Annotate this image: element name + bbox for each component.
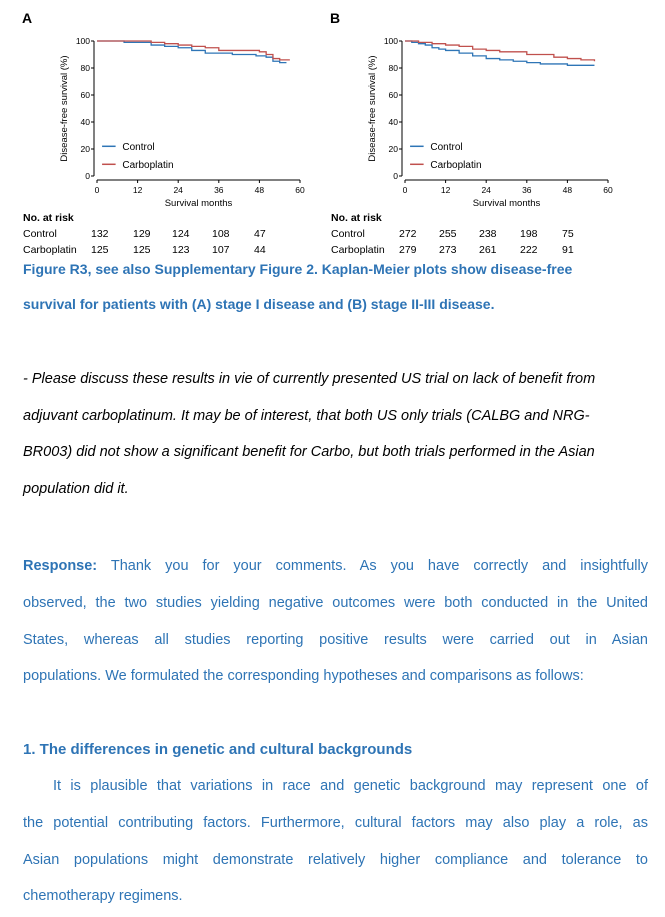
figure-caption-line: survival for patients with (A) stage I disease and (B) stage II-III disease.	[23, 296, 495, 312]
km-plot-b	[328, 30, 618, 215]
risk-row-label: Control	[23, 228, 57, 240]
risk-row-label: Carboplatin	[23, 244, 77, 256]
y-tick-label: 0	[393, 171, 398, 181]
risk-count: 198	[520, 228, 538, 240]
risk-count: 123	[172, 244, 190, 256]
risk-table-title-a: No. at risk	[23, 212, 74, 224]
y-tick-label: 100	[75, 36, 90, 46]
reviewer-question-line: BR003) did not show a significant benefit for Carbo, but both trials performed in the Asian	[23, 444, 595, 460]
x-tick-label: 48	[254, 185, 265, 195]
y-tick-label: 60	[388, 90, 398, 100]
section-paragraph-line: chemotherapy regimens.	[23, 888, 183, 904]
risk-count: 261	[479, 244, 497, 256]
risk-row-label: Control	[331, 228, 365, 240]
risk-count: 107	[212, 244, 230, 256]
risk-count: 47	[254, 228, 266, 240]
x-tick-label: 60	[295, 185, 305, 195]
section-paragraph-line: the potential contributing factors. Furthermore, cultural factors may also play a role, as	[23, 815, 648, 831]
risk-count: 222	[520, 244, 538, 256]
risk-count: 44	[254, 244, 266, 256]
risk-table-title-b: No. at risk	[331, 212, 382, 224]
response-paragraph-line: observed, the two studies yielding negative outcomes were both conducted in the United	[23, 595, 648, 611]
legend-label: Control	[430, 141, 463, 153]
risk-count: 238	[479, 228, 497, 240]
x-axis-title: Survival months	[164, 198, 233, 209]
risk-row-label: Carboplatin	[331, 244, 385, 256]
x-tick-label: 0	[94, 185, 100, 195]
legend-label: Control	[122, 141, 155, 153]
km-curve-control	[405, 41, 594, 65]
x-tick-label: 60	[603, 185, 613, 195]
risk-count: 108	[212, 228, 230, 240]
risk-count: 273	[439, 244, 457, 256]
x-tick-label: 24	[173, 185, 183, 195]
panel-letter-b: B	[330, 10, 341, 26]
response-first-line: Thank you for your comments. As you have correctly and insightfully	[97, 558, 648, 574]
response-paragraph-line: States, whereas all studies reporting positive results were carried out in Asian	[23, 632, 648, 648]
x-tick-label: 48	[562, 185, 573, 195]
y-tick-label: 60	[80, 90, 90, 100]
x-tick-label: 0	[402, 185, 408, 195]
reviewer-question-line: - Please discuss these results in vie of currently presented US trial on lack of benefit from	[23, 371, 596, 387]
section-heading: 1. The differences in genetic and cultural backgrounds	[23, 741, 413, 758]
risk-count: 124	[172, 228, 190, 240]
legend-label: Carboplatin	[430, 159, 482, 171]
y-tick-label: 40	[80, 117, 90, 127]
risk-count: 255	[439, 228, 457, 240]
risk-count: 279	[399, 244, 417, 256]
risk-count: 75	[562, 228, 574, 240]
reviewer-question-line: adjuvant carboplatinum. It may be of interest, that both US only trials (CALBG and NRG-	[23, 408, 590, 424]
figure-caption-line: Figure R3, see also Supplementary Figure 2. Kaplan-Meier plots show disease-free	[23, 261, 573, 277]
km-plot-a	[20, 30, 310, 215]
y-tick-label: 20	[80, 144, 90, 154]
section-paragraph-line: Asian populations might demonstrate relatively higher compliance and tolerance to	[23, 852, 648, 868]
x-tick-label: 36	[214, 185, 224, 195]
risk-count: 91	[562, 244, 574, 256]
section-paragraph-line: It is plausible that variations in race and genetic background may represent one of	[53, 778, 648, 794]
risk-count: 129	[133, 228, 151, 240]
km-curve-control	[97, 41, 286, 63]
y-tick-label: 40	[388, 117, 398, 127]
response-paragraph-line	[23, 558, 648, 574]
response-paragraph-line: populations. We formulated the corresponding hypotheses and comparisons as follows:	[23, 668, 584, 684]
y-axis-title: Disease-free survival (%)	[59, 55, 70, 162]
x-tick-label: 36	[522, 185, 532, 195]
x-axis-title: Survival months	[472, 198, 541, 209]
risk-count: 125	[91, 244, 109, 256]
x-tick-label: 12	[440, 185, 451, 195]
risk-count: 132	[91, 228, 109, 240]
x-tick-label: 24	[481, 185, 491, 195]
reviewer-question-line: population did it.	[23, 481, 129, 497]
legend-label: Carboplatin	[122, 159, 174, 171]
response-label: Response:	[23, 558, 98, 574]
risk-count: 125	[133, 244, 151, 256]
x-tick-label: 12	[132, 185, 143, 195]
y-tick-label: 80	[80, 63, 90, 73]
risk-count: 272	[399, 228, 417, 240]
y-axis-title: Disease-free survival (%)	[367, 55, 378, 162]
y-tick-label: 0	[85, 171, 90, 181]
y-tick-label: 80	[388, 63, 398, 73]
panel-letter-a: A	[22, 10, 33, 26]
y-tick-label: 20	[388, 144, 398, 154]
y-tick-label: 100	[383, 36, 398, 46]
